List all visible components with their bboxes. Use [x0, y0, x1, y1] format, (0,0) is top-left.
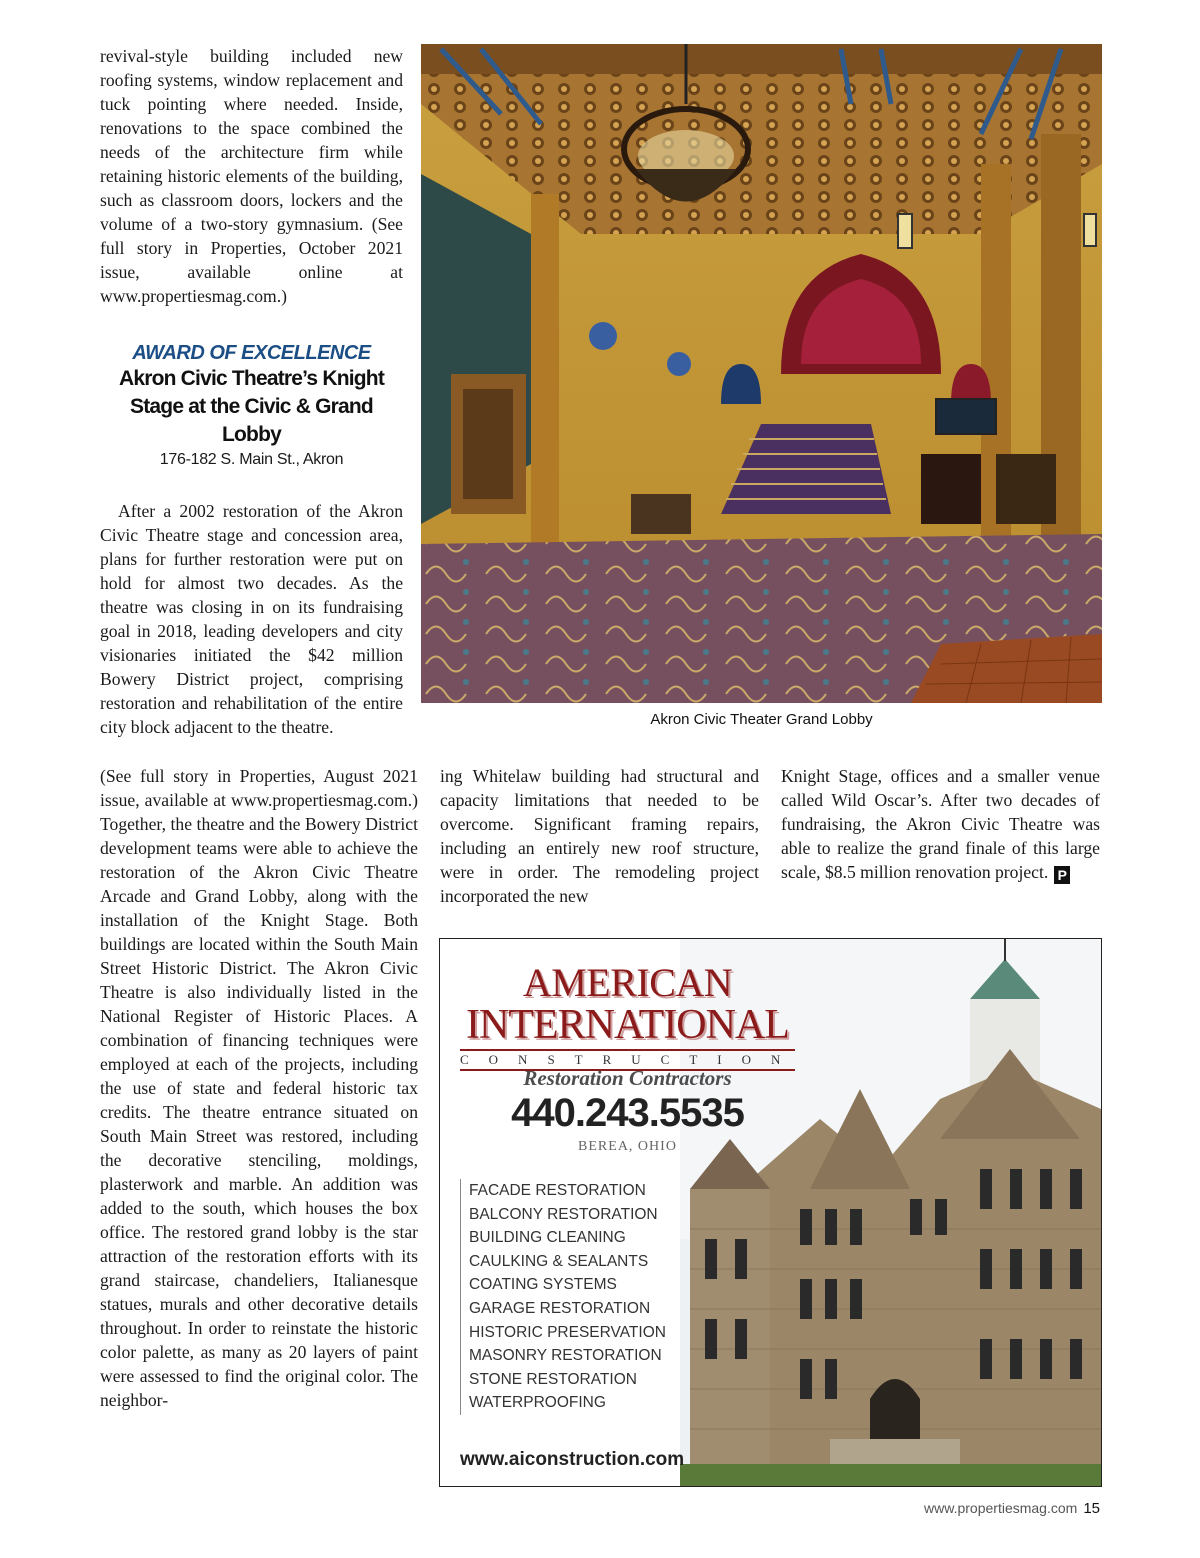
middle-column	[440, 764, 759, 908]
footer-site-link[interactable]: www.propertiesmag.com	[924, 1500, 1078, 1516]
advertisement[interactable]	[439, 938, 1102, 1487]
service-item: GARAGE RESTORATION	[469, 1299, 651, 1317]
photo-caption: Akron Civic Theater Grand Lobby	[650, 711, 873, 728]
ad-tagline: Restoration Contractors	[523, 1066, 732, 1090]
page-number: 15	[1083, 1500, 1100, 1517]
service-item: BALCONY RESTORATION	[469, 1205, 658, 1223]
logo-line-construction: CONSTRUCTION	[460, 1049, 795, 1071]
page-footer	[924, 1500, 1100, 1517]
services-list	[460, 1179, 666, 1415]
article-paragraph-main-part1: After a 2002 restoration of the Akron Civic Theatre stage and concession area, plans for further restoration were put on hold for almost two decades. As the theatre was closing in on its fundraising goal in 2018, leading developers and city visionaries initiated the $42 million Bowery District project, comprising restoration and rehabilitation of the entire city block adjacent to the theatre.	[100, 501, 403, 737]
article-paragraph-right	[781, 764, 1100, 884]
left-column-lower	[100, 764, 418, 1412]
service-item: HISTORIC PRESERVATION	[469, 1323, 666, 1341]
award-title-line2: Stage at the Civic & Grand Lobby	[130, 395, 373, 446]
theater-lobby-photo	[421, 44, 1102, 703]
lobby-illustration	[421, 44, 1102, 703]
left-column-top	[100, 44, 403, 739]
article-paragraph-intro: revival-style building included new roofing systems, window replacement and tuck pointing where needed. Inside, renovations to the space combined the needs of the architecture firm while retaining historic elements of the building, such as classroom doors, lockers and the volume of a two-story gymnasium. (See full story in Properties, October 2021 issue, available online at www.propertiesmag.com.)	[100, 46, 403, 306]
end-mark-icon: P	[1054, 866, 1070, 884]
award-address: 176-182 S. Main St., Akron	[159, 451, 344, 468]
service-item: STONE RESTORATION	[469, 1370, 637, 1388]
ad-city: BEREA, OHIO	[578, 1139, 677, 1154]
ad-phone-number[interactable]: 440.243.5535	[511, 1091, 744, 1135]
article-paragraph-main-part2: (See full story in Properties, August 2021 issue, available at www.propertiesmag.com.) Together, the theatre and the Bowery District development teams were able to achieve the restoration of the Akron Civic Theatre Arcade and Grand Lobby, along with the installation of the Knight Stage. Both buildings are located within the South Main Street Historic District. The Akron Civic Theatre is also individually listed in the National Register of Historic Places. A combination of financing techniques were employed at each of the projects, including the use of state and federal historic tax credits. The theatre entrance situated on South Main Street was restored, including the decorative stenciling, moldings, plasterwork and marble. An addition was added to the south, which houses the box office. The restored grand lobby is the star attraction of the restoration efforts with its grand staircase, chandeliers, Italianesque statues, murals and other decorative details throughout. In order to reinstate the historic color palette, as many as 20 layers of paint were assessed to find the original color. The neighbor-	[100, 766, 418, 1410]
article-paragraph-right-text: Knight Stage, offices and a smaller venue called Wild Oscar’s. After two decades of fundraising, the Akron Civic Theatre was able to realize the grand finale of this large scale, $8.5 million renovation project.	[781, 766, 1100, 882]
service-item: BUILDING CLEANING	[469, 1229, 626, 1247]
award-label: AWARD OF EXCELLENCE	[132, 342, 371, 364]
company-logo	[460, 960, 801, 1071]
service-item: MASONRY RESTORATION	[469, 1347, 662, 1365]
ad-website-link[interactable]: www.aiconstruction.com	[460, 1449, 685, 1470]
article-paragraph-middle: ing Whitelaw building had structural and capacity limitations that needed to be overcome. Significant framing repairs, including an entirely new roof structure, were in order. The remodeling project incorporated the new	[440, 766, 759, 906]
service-item: WATERPROOFING	[469, 1394, 606, 1412]
service-item: COATING SYSTEMS	[469, 1276, 617, 1294]
service-item: CAULKING & SEALANTS	[469, 1252, 649, 1270]
service-item: FACADE RESTORATION	[469, 1182, 646, 1199]
right-column	[781, 764, 1100, 884]
award-heading	[100, 342, 403, 469]
logo-line-international: INTERNATIONAL	[466, 1002, 789, 1048]
award-title-line1: Akron Civic Theatre’s Knight	[118, 367, 385, 390]
logo-line-american: AMERICAN	[522, 960, 733, 1005]
